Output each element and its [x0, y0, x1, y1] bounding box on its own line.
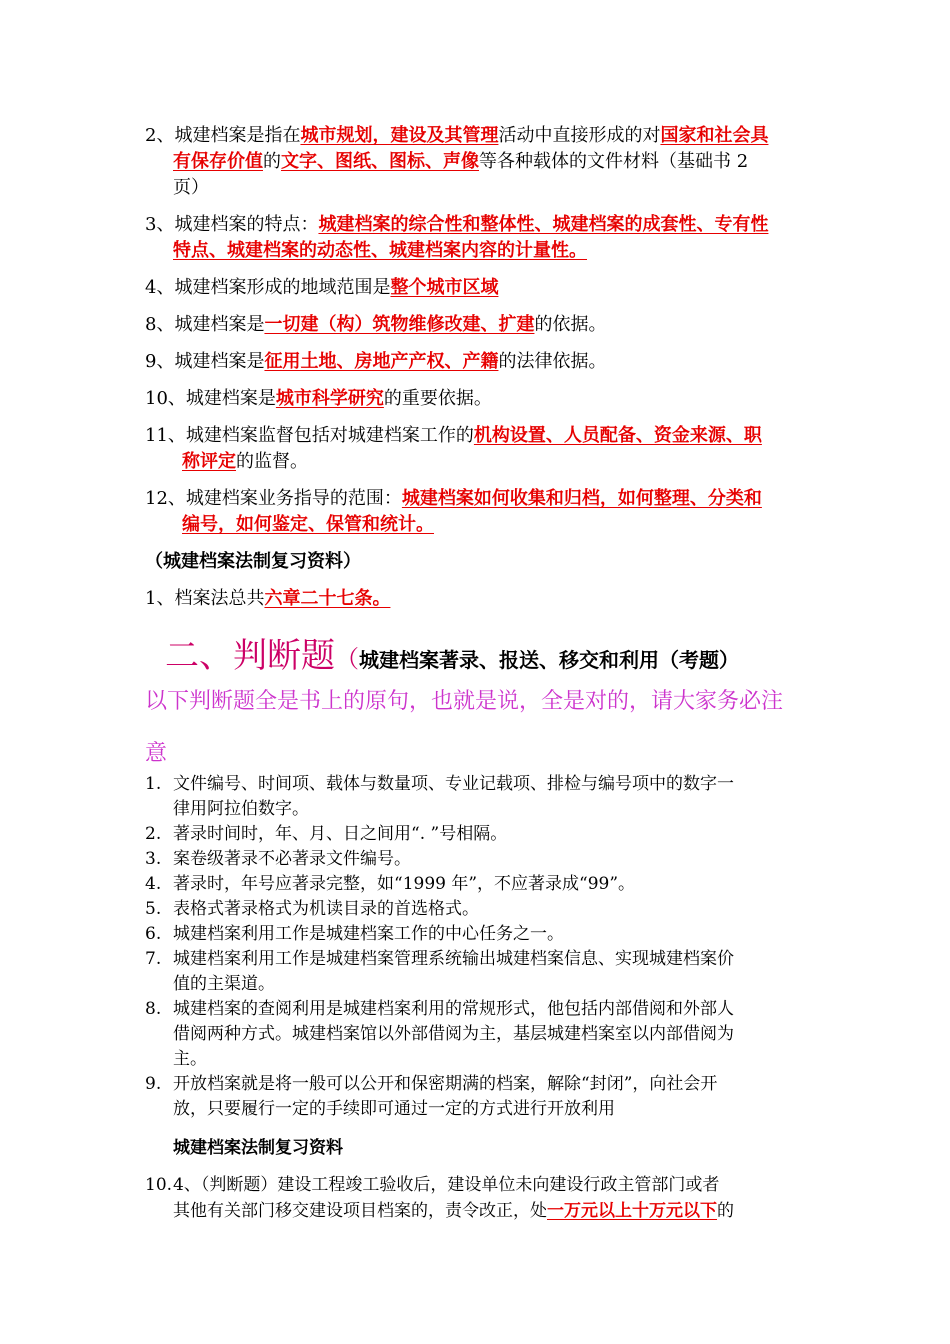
judgment-number: 3.	[145, 849, 162, 869]
item-text: 的	[263, 151, 281, 172]
item-text: 4、（判断题）建设工程竣工验收后，建设单位未向建设行政主管部门或者	[173, 1175, 720, 1195]
judgment-number: 6.	[145, 924, 162, 944]
judgment-line: 著录时，年号应著录完整，如“1999 年”，不应著录成“99”。	[173, 874, 636, 894]
highlight-answer: 整个城市区域	[390, 277, 499, 298]
subsection-title	[173, 1135, 343, 1161]
item-text: 城建档案是	[174, 351, 265, 372]
judgment-number: 9.	[145, 1074, 162, 1094]
highlight-answer: 一切建（构）筑物维修改建、扩建	[264, 314, 535, 335]
judgment-line: 城建档案的查阅利用是城建档案利用的常规形式，他包括内部借阅和外部人	[173, 999, 734, 1019]
judgment-line: 城建档案利用工作是城建档案管理系统输出城建档案信息、实现城建档案价	[173, 949, 734, 969]
heading-main: 二、判断题	[165, 636, 335, 676]
heading-paren: （	[335, 645, 359, 673]
item-number: 10、	[145, 388, 186, 409]
highlight-answer: 称评定	[182, 451, 236, 472]
highlight-answer: 城建档案的综合性和整体性、城建档案的成套性、专有性	[318, 214, 769, 235]
highlight-answer: 机构设置、人员配备、资金来源、职	[473, 425, 762, 446]
item-text: 的法律依据。	[498, 351, 607, 372]
item-text: 页）	[173, 177, 209, 198]
judgment-number: 1.	[145, 774, 162, 794]
item-11	[145, 423, 810, 475]
judgment-line: 放，只要履行一定的手续即可通过一定的方式进行开放利用	[173, 1099, 615, 1119]
judgment-number: 8.	[145, 999, 162, 1019]
judgment-line: 开放档案就是将一般可以公开和保密期满的档案，解除“封闭”，向社会开	[173, 1074, 718, 1094]
law-judgment-10	[145, 1172, 734, 1224]
highlight-answer: 特点、城建档案的动态性、城建档案内容的计量性。	[173, 240, 587, 261]
item-text: 活动中直接形成的对	[498, 125, 661, 146]
item-number: 8、	[145, 314, 175, 335]
item-text: 的依据。	[534, 314, 607, 335]
item-3	[145, 212, 810, 264]
item-text: 城建档案业务指导的范围：	[185, 488, 402, 509]
judgment-line: 文件编号、时间项、载体与数量项、专业记载项、排检与编号项中的数字一	[173, 774, 734, 794]
judgment-line: 律用阿拉伯数字。	[173, 799, 309, 819]
highlight-answer: 有保存价值	[173, 151, 263, 172]
item-2	[145, 123, 810, 201]
judgment-line: 借阅两种方式。城建档案馆以外部借阅为主，基层城建档案室以内部借阅为	[173, 1024, 734, 1044]
highlight-answer: 编号，如何鉴定、保管和统计。	[182, 514, 434, 535]
item-text: 城建档案是	[185, 388, 276, 409]
judgment-line: 值的主渠道。	[173, 974, 275, 994]
note-line-2: 意	[145, 741, 168, 766]
judgment-number: 4.	[145, 874, 162, 894]
item-9	[145, 349, 606, 375]
item-12	[145, 486, 810, 538]
highlight-answer: 一万元以上十万元以下	[547, 1201, 717, 1221]
judgment-heading	[165, 628, 739, 677]
item-number: 9、	[145, 351, 175, 372]
item-8	[145, 312, 606, 338]
item-text: 城建档案是指在	[174, 125, 301, 146]
item-text: 档案法总共	[174, 588, 265, 609]
highlight-answer: 征用土地、房地产产权、产籍	[264, 351, 499, 372]
subsection-title-text: 城建档案法制复习资料	[173, 1138, 343, 1158]
law-item	[145, 586, 390, 612]
section-title-text: （城建档案法制复习资料）	[145, 551, 361, 572]
highlight-answer: 城建档案如何收集和归档，如何整理、分类和	[401, 488, 762, 509]
judgment-number: 7.	[145, 949, 162, 969]
item-text: 的监督。	[236, 451, 308, 472]
highlight-answer: 国家和社会具	[660, 125, 769, 146]
item-text: 城建档案的特点：	[174, 214, 319, 235]
judgment-line: 表格式著录格式为机读目录的首选格式。	[173, 899, 479, 919]
item-number: 2、	[145, 125, 175, 146]
item-4	[145, 275, 498, 301]
judgment-line: 城建档案利用工作是城建档案工作的中心任务之一。	[173, 924, 564, 944]
item-text: 城建档案监督包括对城建档案工作的	[185, 425, 474, 446]
item-text: 其他有关部门移交建设项目档案的，责令改正，处	[173, 1201, 547, 1221]
judgment-line: 案卷级著录不必著录文件编号。	[173, 849, 411, 869]
judgment-number: 2.	[145, 824, 162, 844]
item-text: 等各种载体的文件材料（基础书 2	[479, 151, 749, 172]
judgment-line: 著录时间时，年、月、日之间用“. ”号相隔。	[173, 824, 508, 844]
item-number: 1、	[145, 588, 175, 609]
heading-sub: 城建档案著录、报送、移交和利用（考题）	[359, 648, 739, 672]
highlight-answer: 城市规划，建设及其管理	[300, 125, 499, 146]
item-text: 城建档案形成的地域范围是	[174, 277, 391, 298]
item-number: 3、	[145, 214, 175, 235]
item-number: 4、	[145, 277, 175, 298]
judgment-number: 5.	[145, 899, 162, 919]
item-number: 10.	[145, 1175, 173, 1195]
item-number: 11、	[145, 425, 186, 446]
item-text: 的	[717, 1201, 734, 1221]
item-number: 12、	[145, 488, 186, 509]
judgment-line: 主。	[173, 1049, 207, 1069]
item-text: 城建档案是	[174, 314, 265, 335]
item-text: 的重要依据。	[383, 388, 492, 409]
section-title	[145, 549, 361, 575]
item-10	[145, 386, 492, 412]
highlight-answer: 六章二十七条。	[264, 588, 391, 609]
highlight-answer: 城市科学研究	[275, 388, 384, 409]
highlight-answer: 文字、图纸、图标、声像	[281, 151, 479, 172]
note-line-1: 以下判断题全是书上的原句，也就是说，全是对的，请大家务必注	[145, 689, 784, 714]
